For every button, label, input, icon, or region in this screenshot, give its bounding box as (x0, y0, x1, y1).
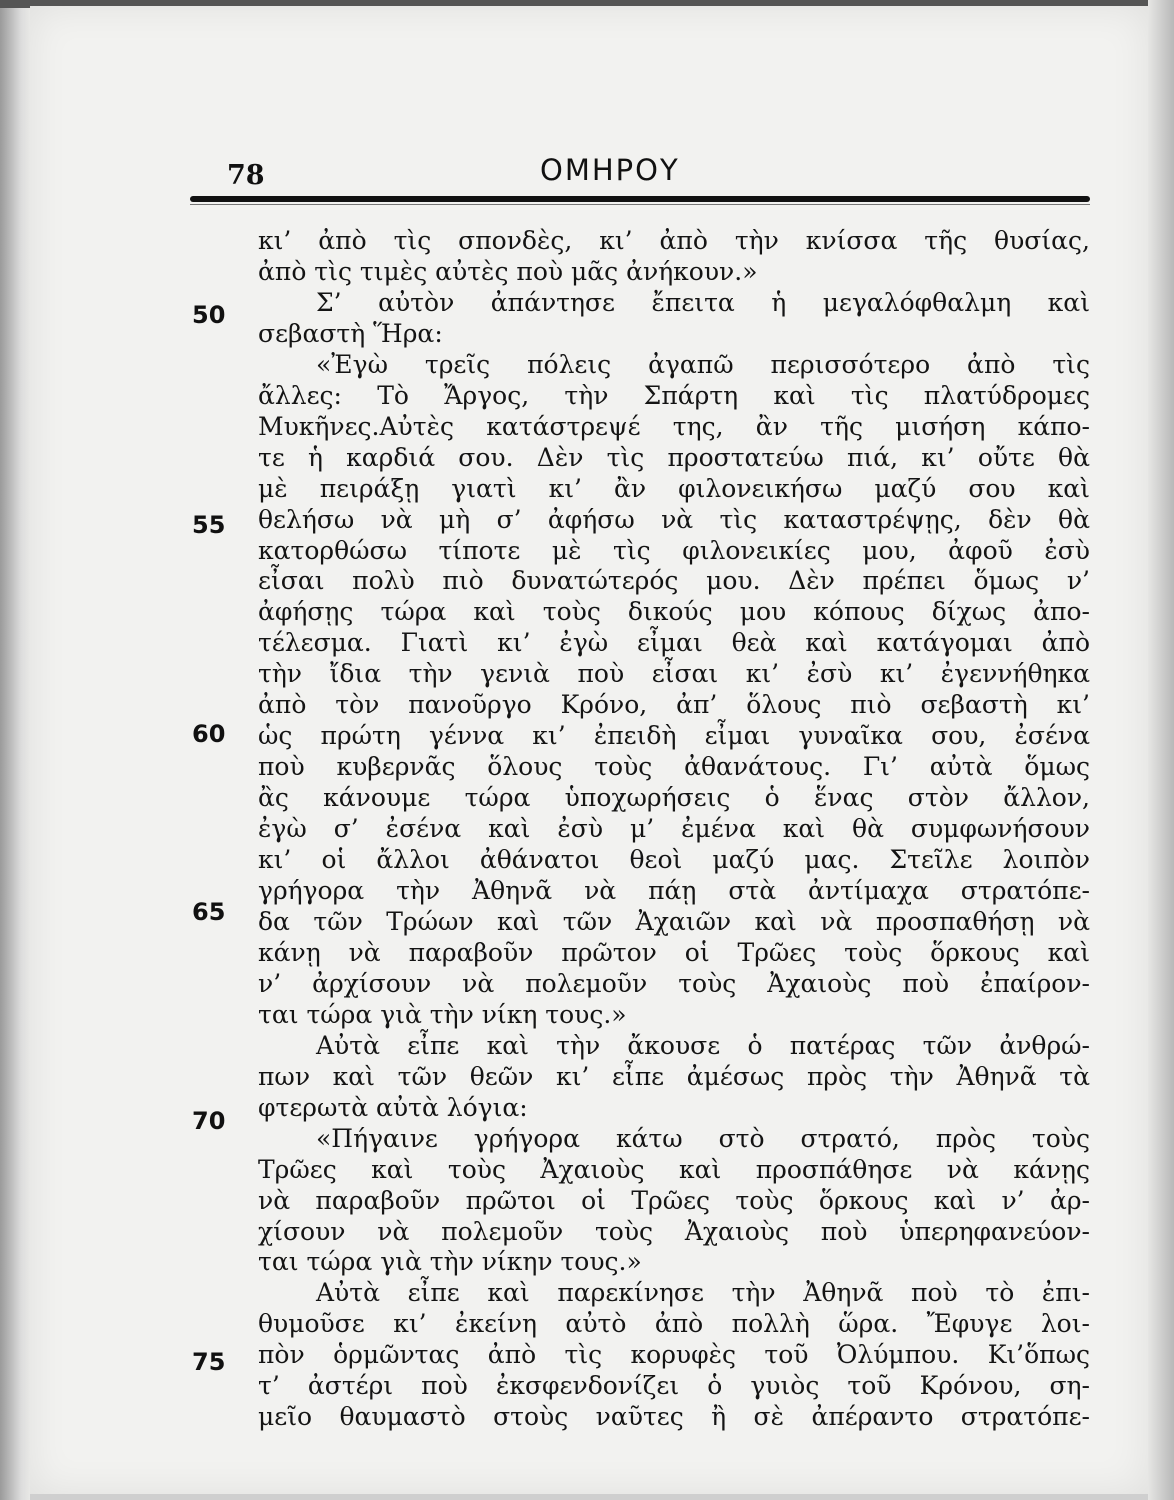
verse-number-70: 70 (192, 1107, 226, 1135)
text-line: μεῖο θαυμαστὸ στοὺς ναῦτες ἢ σὲ ἀπέραντο στρατόπε- (258, 1402, 1090, 1432)
text-line: πὸν ὁρμῶντας ἀπὸ τὶς κορυφὲς τοῦ Ὀλύμπου. Κι’ὅπως (258, 1340, 1090, 1370)
text-line: τε ἡ καρδιά σου. Δὲν τὶς προστατεύω πιά, κι’ οὔτε θὰ (258, 442, 1090, 472)
verse-number-60: 60 (192, 720, 226, 748)
text-line: ἐγὼ σ’ ἐσένα καὶ ἐσὺ μ’ ἐμένα καὶ θὰ συμφωνήσουν (258, 814, 1090, 844)
body-text (258, 226, 1090, 1433)
running-head: ΟΜΗΡΟΥ (540, 153, 680, 187)
text-line: θελήσω νὰ μὴ σ’ ἀφήσω νὰ τὶς καταστρέψῃς, δὲν θὰ (258, 504, 1090, 534)
text-line: ται τώρα γιὰ τὴν νίκη τους.» (258, 999, 627, 1029)
text-line: ἀπὸ τὸν πανοῦργο Κρόνο, ἀπ’ ὅλους πιὸ σεβαστὴ κι’ (258, 690, 1090, 720)
verse-number-55: 55 (192, 511, 226, 539)
text-line: Αὐτὰ εἶπε καὶ παρεκίνησε τὴν Ἀθηνᾶ ποὺ τὸ ἐπι- (316, 1278, 1090, 1308)
text-line: ἂς κάνουμε τώρα ὑποχωρήσεις ὁ ἕνας στὸν ἄλλον, (258, 783, 1090, 813)
book-gutter (0, 0, 30, 1500)
text-line: τ’ ἀστέρι ποὺ ἐκσφενδονίζει ὁ γυιὸς τοῦ Κρόνου, ση- (258, 1371, 1090, 1401)
text-line: χίσουν νὰ πολεμοῦν τοὺς Ἀχαιοὺς ποὺ ὑπερηφανεύον- (258, 1216, 1090, 1246)
header-rule-thin (190, 204, 1090, 205)
text-line: τὴν ἴδια τὴν γενιὰ ποὺ εἶσαι κι’ ἐσὺ κι’ ἐγεννήθηκα (258, 659, 1090, 689)
text-line: νὰ παραβοῦν πρῶτοι οἱ Τρῶες τοὺς ὅρκους καὶ ν’ ἀρ- (258, 1185, 1090, 1215)
text-line: κάνῃ νὰ παραβοῦν πρῶτον οἱ Τρῶες τοὺς ὅρκους καὶ (258, 937, 1090, 967)
text-line: κατορθώσω τίποτε μὲ τὶς φιλονεικίες μου, ἀφοῦ ἐσὺ (258, 535, 1090, 565)
header-rule (190, 196, 1090, 202)
text-line: τέλεσμα. Γιατὶ κι’ ἐγὼ εἶμαι θεὰ καὶ κατάγομαι ἀπὸ (258, 628, 1090, 658)
text-line: Τρῶες καὶ τοὺς Ἀχαιοὺς καὶ προσπάθησε νὰ κάνῃς (258, 1154, 1090, 1184)
text-line: κι’ οἱ ἄλλοι ἀθάνατοι θεοὶ μαζύ μας. Στεῖλε λοιπὸν (258, 845, 1090, 875)
text-line: ἀφήσῃς τώρα καὶ τοὺς δικούς μου κόπους δίχως ἀπο- (258, 597, 1090, 627)
text-line: γρήγορα τὴν Ἀθηνᾶ νὰ πάῃ στὰ ἀντίμαχα στρατόπε- (258, 876, 1090, 906)
text-line: Σ’ αὐτὸν ἀπάντησε ἔπειτα ἡ μεγαλόφθαλμη καὶ (316, 287, 1090, 317)
text-line: πων καὶ τῶν θεῶν κι’ εἶπε ἀμέσως πρὸς τὴν Ἀθηνᾶ τὰ (258, 1061, 1090, 1091)
text-line: ν’ ἀρχίσουν νὰ πολεμοῦν τοὺς Ἀχαιοὺς ποὺ ἐπαίρον- (258, 968, 1090, 998)
text-line: εἶσαι πολὺ πιὸ δυνατώτερός μου. Δὲν πρέπει ὅμως ν’ (258, 566, 1090, 596)
verse-number-65: 65 (192, 898, 226, 926)
text-line: κι’ ἀπὸ τὶς σπονδὲς, κι’ ἀπὸ τὴν κνίσσα τῆς θυσίας, (258, 226, 1090, 255)
text-line: ἄλλες: Τὸ Ἄργος, τὴν Σπάρτη καὶ τὶς πλατύδρομες (258, 380, 1090, 410)
text-line: σεβαστὴ Ἥρα: (258, 318, 443, 348)
verse-number-50: 50 (192, 301, 226, 329)
text-line: θυμοῦσε κι’ ἐκείνη αὐτὸ ἀπὸ πολλὴ ὥρα. Ἔφυγε λοι- (258, 1309, 1090, 1339)
page-number: 78 (227, 160, 265, 191)
text-line: ἀπὸ τὶς τιμὲς αὐτὲς ποὺ μᾶς ἀνήκουν.» (258, 256, 758, 286)
text-line: φτερωτὰ αὐτὰ λόγια: (258, 1092, 528, 1122)
text-line: μὲ πειράξῃ γιατὶ κι’ ἂν φιλονεικήσω μαζύ σου καὶ (258, 473, 1090, 503)
text-line: Μυκῆνες.Αὐτὲς κατάστρεψέ της, ἂν τῆς μισήση κάπο- (258, 411, 1090, 441)
text-line: ται τώρα γιὰ τὴν νίκην τους.» (258, 1247, 642, 1277)
text-line: «Ἐγὼ τρεῖς πόλεις ἀγαπῶ περισσότερο ἀπὸ τὶς (316, 349, 1090, 379)
text-line: ποὺ κυβερνᾶς ὅλους τοὺς ἀθανάτους. Γι’ αὐτὰ ὅμως (258, 752, 1090, 782)
text-line: ὡς πρώτη γέννα κι’ ἐπειδὴ εἶμαι γυναῖκα σου, ἐσένα (258, 721, 1090, 751)
text-line: «Πήγαινε γρήγορα κάτω στὸ στρατό, πρὸς τοὺς (316, 1123, 1090, 1153)
page-right-edge (1148, 0, 1174, 1500)
text-line: δα τῶν Τρώων καὶ τῶν Ἀχαιῶν καὶ νὰ προσπαθήσῃ νὰ (258, 906, 1090, 936)
text-line: Αὐτὰ εἶπε καὶ τὴν ἄκουσε ὁ πατέρας τῶν ἀνθρώ- (316, 1030, 1090, 1060)
verse-number-75: 75 (192, 1348, 226, 1376)
